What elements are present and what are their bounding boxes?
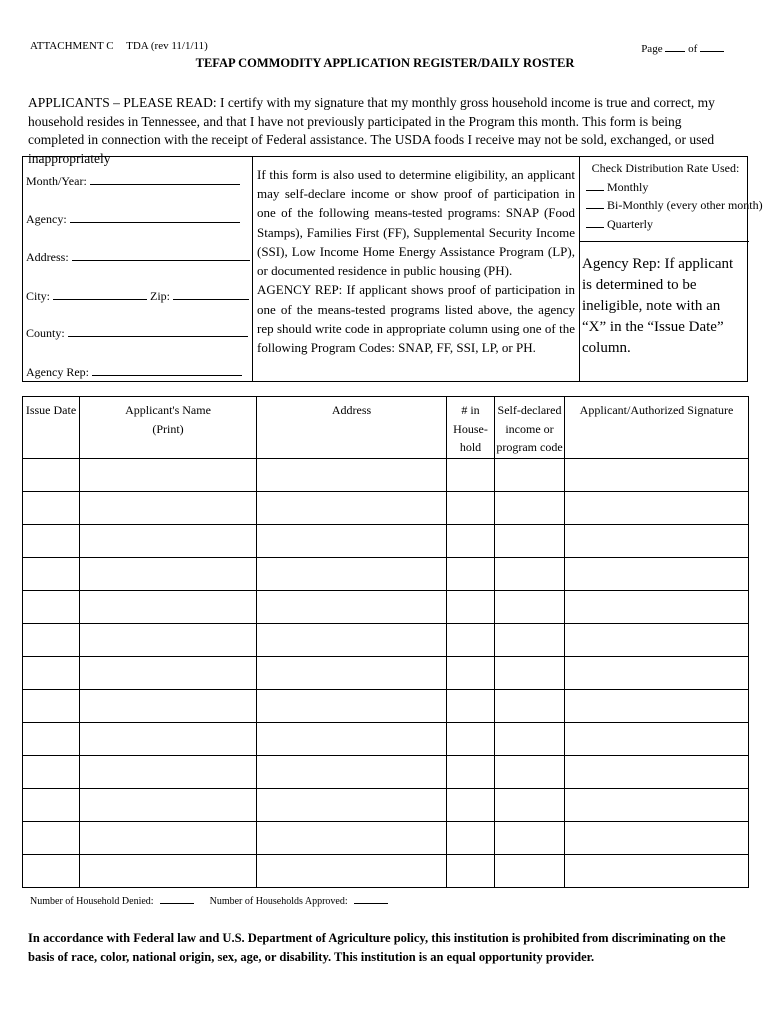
quarterly-label: Quarterly: [607, 216, 653, 231]
county-row: [26, 325, 248, 341]
household-count-cell[interactable]: [447, 789, 495, 822]
zip-label: Zip:: [150, 289, 171, 303]
household-count-cell[interactable]: [447, 525, 495, 558]
page-total-field[interactable]: [700, 40, 724, 52]
applicant-certification: APPLICANTS – PLEASE READ: I certify with my signature that my monthly gross household income is true and correct, my household resides in Tennessee, and that I have not previously participated in the Program this month. This form is being completed in connection with the receipt of Federal assistance. The USDA foods I receive may not be sold, exchanged, or used inappropriately: [28, 95, 715, 166]
info-box: [22, 156, 763, 382]
self-declared-cell[interactable]: [495, 789, 565, 822]
signature-cell[interactable]: [565, 459, 749, 492]
signature-cell[interactable]: [565, 591, 749, 624]
form-id: [30, 40, 218, 52]
page-indicator: [641, 40, 724, 55]
approved-label: Number of Households Approved:: [209, 896, 348, 907]
revision-label: TDA (rev 11/1/11): [126, 40, 208, 52]
applicant-name-cell[interactable]: [80, 492, 257, 525]
roster-header-row: [23, 397, 749, 459]
address-cell[interactable]: [257, 525, 447, 558]
issue-date-cell[interactable]: [23, 756, 80, 789]
issue-date-cell[interactable]: [23, 723, 80, 756]
roster-table: [22, 396, 749, 888]
signature-cell[interactable]: [565, 855, 749, 888]
agency-rep-row: [26, 364, 242, 380]
col-issue-date: [23, 397, 80, 459]
household-count-cell[interactable]: [447, 723, 495, 756]
col-self-declared-line2: income or: [505, 421, 554, 436]
col-self-declared-line1: Self-declared: [497, 403, 562, 417]
table-row: [23, 558, 749, 591]
self-declared-cell[interactable]: [495, 855, 565, 888]
col-applicant-name-sub: (Print): [152, 421, 184, 436]
signature-cell[interactable]: [565, 789, 749, 822]
bimonthly-checkbox[interactable]: [586, 197, 604, 209]
self-declared-cell[interactable]: [495, 624, 565, 657]
table-row: [23, 756, 749, 789]
col-household-line2: House-: [453, 421, 488, 436]
applicant-name-cell[interactable]: [80, 822, 257, 855]
household-count-cell[interactable]: [447, 558, 495, 591]
table-row: [23, 822, 749, 855]
col-signature: [565, 397, 749, 459]
household-count-cell[interactable]: [447, 657, 495, 690]
applicant-name-cell[interactable]: [80, 756, 257, 789]
eligibility-text: If this form is also used to determine eligibility, an applicant may self-declare income or show proof of participation in one of the following means-tested programs: SNAP (Food Stamps), Families First (FF), Supplemental Security Income (SSI), Low Income Home Energy Assistance Program (LP), or documented residence in public housing (PH).: [257, 167, 575, 279]
agency-details: [23, 157, 253, 381]
agency-rep-instructions: AGENCY REP: If applicant shows proof of participation in one of the means-tested programs listed above, the agency rep should write code in appropriate column using one of the following Program Codes: SNAP, FF, SSI, LP, or PH.: [257, 282, 575, 356]
applicant-name-cell[interactable]: [80, 789, 257, 822]
distribution-rate-title: Check Distribution Rate Used:: [591, 161, 740, 175]
denied-count-field[interactable]: [160, 894, 194, 904]
page-number-field[interactable]: [665, 40, 685, 52]
issue-date-cell[interactable]: [23, 690, 80, 723]
applicant-name-cell[interactable]: [80, 591, 257, 624]
rate-option-quarterly: [586, 215, 745, 234]
address-cell[interactable]: [257, 789, 447, 822]
month-year-label: Month/Year:: [26, 174, 87, 188]
signature-cell[interactable]: [565, 690, 749, 723]
address-label: Address:: [26, 250, 69, 264]
address-cell[interactable]: [257, 657, 447, 690]
county-label: County:: [26, 326, 65, 340]
col-household-line3: hold: [459, 440, 482, 455]
city-zip-row: [26, 288, 249, 304]
issue-date-cell[interactable]: [23, 525, 80, 558]
issue-date-cell[interactable]: [23, 624, 80, 657]
agency-rep-field[interactable]: [92, 364, 242, 376]
household-count-cell[interactable]: [447, 459, 495, 492]
zip-field[interactable]: [173, 288, 249, 300]
col-household-count: [447, 397, 495, 459]
address-row: [26, 249, 250, 265]
distribution-rate-box: [580, 157, 763, 242]
self-declared-cell[interactable]: [495, 591, 565, 624]
signature-cell[interactable]: [565, 822, 749, 855]
form-title: TEFAP COMMODITY APPLICATION REGISTER/DAILY ROSTER: [195, 56, 575, 70]
table-row: [23, 789, 749, 822]
col-self-declared-line3: program code: [496, 440, 563, 455]
monthly-label: Monthly: [607, 179, 649, 194]
self-declared-cell[interactable]: [495, 558, 565, 591]
of-label: of: [688, 43, 698, 55]
household-count-cell[interactable]: [447, 855, 495, 888]
attachment-label: ATTACHMENT C: [30, 40, 114, 52]
applicant-name-cell[interactable]: [80, 690, 257, 723]
household-count-cell[interactable]: [447, 624, 495, 657]
signature-cell[interactable]: [565, 525, 749, 558]
quarterly-checkbox[interactable]: [586, 216, 604, 228]
address-field[interactable]: [72, 249, 250, 261]
ineligible-note: Agency Rep: If applicant is determined to be ineligible, note with an “X” in the “Issue Date” column.: [582, 256, 734, 356]
signature-cell[interactable]: [565, 492, 749, 525]
household-count-cell[interactable]: [447, 690, 495, 723]
signature-cell[interactable]: [565, 624, 749, 657]
col-address: [257, 397, 447, 459]
agency-row: [26, 211, 240, 227]
address-cell[interactable]: [257, 558, 447, 591]
rate-option-monthly: [586, 178, 745, 197]
agency-field[interactable]: [70, 211, 240, 223]
self-declared-cell[interactable]: [495, 723, 565, 756]
issue-date-cell[interactable]: [23, 855, 80, 888]
signature-cell[interactable]: [565, 558, 749, 591]
table-row: [23, 855, 749, 888]
household-count-cell[interactable]: [447, 756, 495, 789]
applicant-name-cell[interactable]: [80, 459, 257, 492]
applicant-name-cell[interactable]: [80, 558, 257, 591]
rate-option-bimonthly: [586, 196, 763, 215]
issue-date-cell[interactable]: [23, 822, 80, 855]
issue-date-cell[interactable]: [23, 657, 80, 690]
household-count-cell[interactable]: [447, 591, 495, 624]
city-field[interactable]: [53, 288, 147, 300]
signature-cell[interactable]: [565, 657, 749, 690]
address-cell[interactable]: [257, 459, 447, 492]
table-row: [23, 657, 749, 690]
rate-panel: [579, 157, 763, 381]
applicant-name-cell[interactable]: [80, 657, 257, 690]
month-year-row: [26, 173, 240, 189]
address-cell[interactable]: [257, 690, 447, 723]
issue-date-cell[interactable]: [23, 789, 80, 822]
applicant-name-cell[interactable]: [80, 855, 257, 888]
table-row: [23, 492, 749, 525]
address-cell[interactable]: [257, 822, 447, 855]
self-declared-cell[interactable]: [495, 492, 565, 525]
approved-count-field[interactable]: [354, 894, 388, 904]
address-cell[interactable]: [257, 756, 447, 789]
nondiscrimination-notice: In accordance with Federal law and U.S. Department of Agriculture policy, this institution is prohibited from discriminating on the basis of race, color, national origin, sex, age, or disability. This institution is an equal opportunity provider.: [28, 931, 726, 964]
col-applicant-name-label: Applicant's Name: [125, 403, 211, 417]
address-cell[interactable]: [257, 624, 447, 657]
self-declared-cell[interactable]: [495, 657, 565, 690]
applicant-name-cell[interactable]: [80, 723, 257, 756]
agency-label: Agency:: [26, 212, 67, 226]
self-declared-cell[interactable]: [495, 822, 565, 855]
eligibility-instructions: [257, 165, 575, 357]
table-row: [23, 723, 749, 756]
self-declared-cell[interactable]: [495, 459, 565, 492]
col-household-line1: # in: [461, 403, 480, 417]
table-row: [23, 591, 749, 624]
address-cell[interactable]: [257, 492, 447, 525]
household-counts: [30, 894, 394, 907]
table-row: [23, 459, 749, 492]
bimonthly-label: Bi-Monthly (every other month): [607, 198, 763, 213]
month-year-field[interactable]: [90, 173, 240, 185]
address-cell[interactable]: [257, 855, 447, 888]
table-row: [23, 525, 749, 558]
address-cell[interactable]: [257, 723, 447, 756]
applicant-name-cell[interactable]: [80, 525, 257, 558]
self-declared-cell[interactable]: [495, 756, 565, 789]
col-address-label: Address: [331, 403, 372, 417]
address-cell[interactable]: [257, 591, 447, 624]
applicant-name-cell[interactable]: [80, 624, 257, 657]
col-applicant-name: [80, 397, 257, 459]
self-declared-cell[interactable]: [495, 525, 565, 558]
signature-cell[interactable]: [565, 756, 749, 789]
col-self-declared: [495, 397, 565, 459]
agency-rep-label: Agency Rep:: [26, 365, 89, 379]
roster-body: [23, 459, 749, 888]
col-issue-date-label: Issue Date: [25, 403, 77, 417]
issue-date-cell[interactable]: [23, 558, 80, 591]
page-label: Page: [641, 43, 663, 55]
household-count-cell[interactable]: [447, 492, 495, 525]
table-row: [23, 690, 749, 723]
issue-date-cell[interactable]: [23, 459, 80, 492]
col-signature-label: Applicant/Authorized Signature: [579, 403, 734, 417]
monthly-checkbox[interactable]: [586, 179, 604, 191]
table-row: [23, 624, 749, 657]
issue-date-cell[interactable]: [23, 492, 80, 525]
household-count-cell[interactable]: [447, 822, 495, 855]
signature-cell[interactable]: [565, 723, 749, 756]
self-declared-cell[interactable]: [495, 690, 565, 723]
county-field[interactable]: [68, 325, 248, 337]
city-label: City:: [26, 289, 51, 303]
denied-label: Number of Household Denied:: [30, 896, 154, 907]
issue-date-cell[interactable]: [23, 591, 80, 624]
